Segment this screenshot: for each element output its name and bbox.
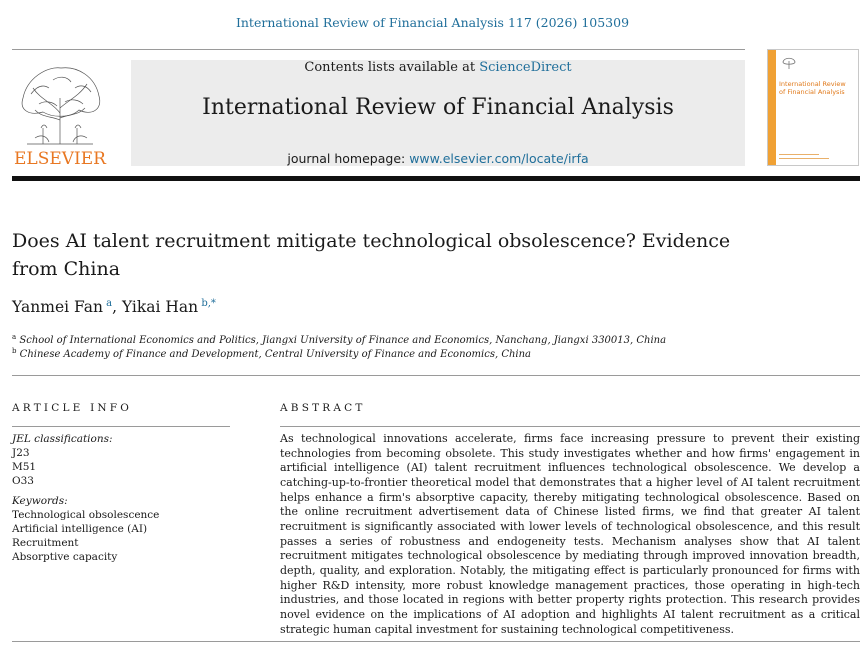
author-name[interactable]: Yikai Han [121, 298, 199, 316]
jel-label: JEL classifications: [12, 433, 113, 445]
keyword[interactable]: Absorptive capacity [12, 551, 118, 563]
author-list [12, 298, 216, 316]
contents-line [131, 60, 745, 75]
abstract-heading: ABSTRACT [280, 402, 366, 414]
journal-homepage-line [131, 151, 745, 166]
cover-decoration [779, 158, 829, 159]
abstract-rule [280, 426, 860, 427]
article-info-rule [12, 426, 230, 427]
jel-code: M51 [12, 461, 37, 473]
author-name[interactable]: Yanmei Fan [12, 298, 103, 316]
keyword[interactable]: Recruitment [12, 537, 79, 549]
article-info-heading: ARTICLE INFO [12, 402, 133, 414]
header-thick-rule [12, 176, 860, 181]
cover-color-band [768, 50, 776, 166]
affiliation-b [12, 347, 531, 360]
contents-prefix: Contents lists available at [304, 60, 480, 75]
author-affiliation-marker[interactable]: b,* [201, 298, 216, 309]
section-divider [12, 375, 860, 376]
keyword[interactable]: Technological obsolescence [12, 509, 160, 521]
journal-citation[interactable]: International Review of Financial Analysis 117 (2026) 105309 [235, 15, 630, 30]
affiliation-marker: a [12, 333, 17, 341]
article-info-panel [12, 432, 230, 564]
header-divider [12, 49, 745, 50]
journal-homepage-link[interactable]: www.elsevier.com/locate/irfa [409, 151, 589, 166]
author-affiliation-marker[interactable]: a [106, 298, 113, 309]
cover-decoration [779, 154, 819, 155]
elsevier-logo[interactable] [11, 58, 109, 168]
footer-divider [12, 641, 860, 642]
cover-elsevier-icon [780, 54, 798, 70]
journal-title: International Review of Financial Analysis [202, 95, 674, 120]
journal-cover-thumbnail[interactable] [767, 49, 859, 166]
sciencedirect-link[interactable]: ScienceDirect [479, 60, 572, 75]
affiliation-a [12, 333, 666, 346]
homepage-prefix: journal homepage: [287, 151, 410, 166]
elsevier-tree-icon [13, 58, 107, 146]
jel-code: O33 [12, 475, 34, 487]
jel-code: J23 [12, 447, 30, 459]
affiliation-marker: b [12, 347, 17, 355]
affiliation-text: Chinese Academy of Finance and Development, Central University of Finance and Economics, China [19, 349, 532, 360]
author-separator: , [112, 298, 122, 316]
keyword[interactable]: Artificial intelligence (AI) [12, 523, 148, 535]
keywords-label: Keywords: [12, 495, 68, 507]
elsevier-wordmark: ELSEVIER [14, 149, 106, 169]
cover-title: International Review of Financial Analysis [779, 80, 846, 96]
affiliation-text: School of International Economics and Politics, Jiangxi University of Finance and Economics, Nanchang, Jiangxi 330013, China [19, 335, 667, 346]
article-title: Does AI talent recruitment mitigate technological obsolescence? Evidence from China [12, 230, 731, 280]
abstract-text: As technological innovations accelerate, firms face increasing pressure to prevent their existing technologies from becoming obsolete. This study investigates whether and how firms' engagement in artificial intelligence (AI) talent recruitment influences technological obsolescence. We develop a catching-up-to-frontier theoretical model that demonstrates that a higher level of AI talent recruitment helps enhance a firm's absorptive capacity, thereby mitigating technological obsolescence. Based on the online recruitment advertisement data of Chinese listed firms, we find that greater AI talent recruitment is significantly associated with lower levels of technological obsolescence, and this result passes a series of robustness and endogeneity tests. Mechanism analyses show that AI talent recruitment mitigates technological obsolescence by mediating through improved innovation breadth, depth, quality, and exploration. Notably, the mitigating effect is particularly pronounced for firms with higher R&D intensity, more robust knowledge management practices, those operating in high-tech industries, and those located in regions with better property rights protection. This research provides novel evidence on the implications of AI adoption and highlights AI talent recruitment as a critical strategic human capital investment for sustaining technological competitiveness. [280, 432, 860, 636]
